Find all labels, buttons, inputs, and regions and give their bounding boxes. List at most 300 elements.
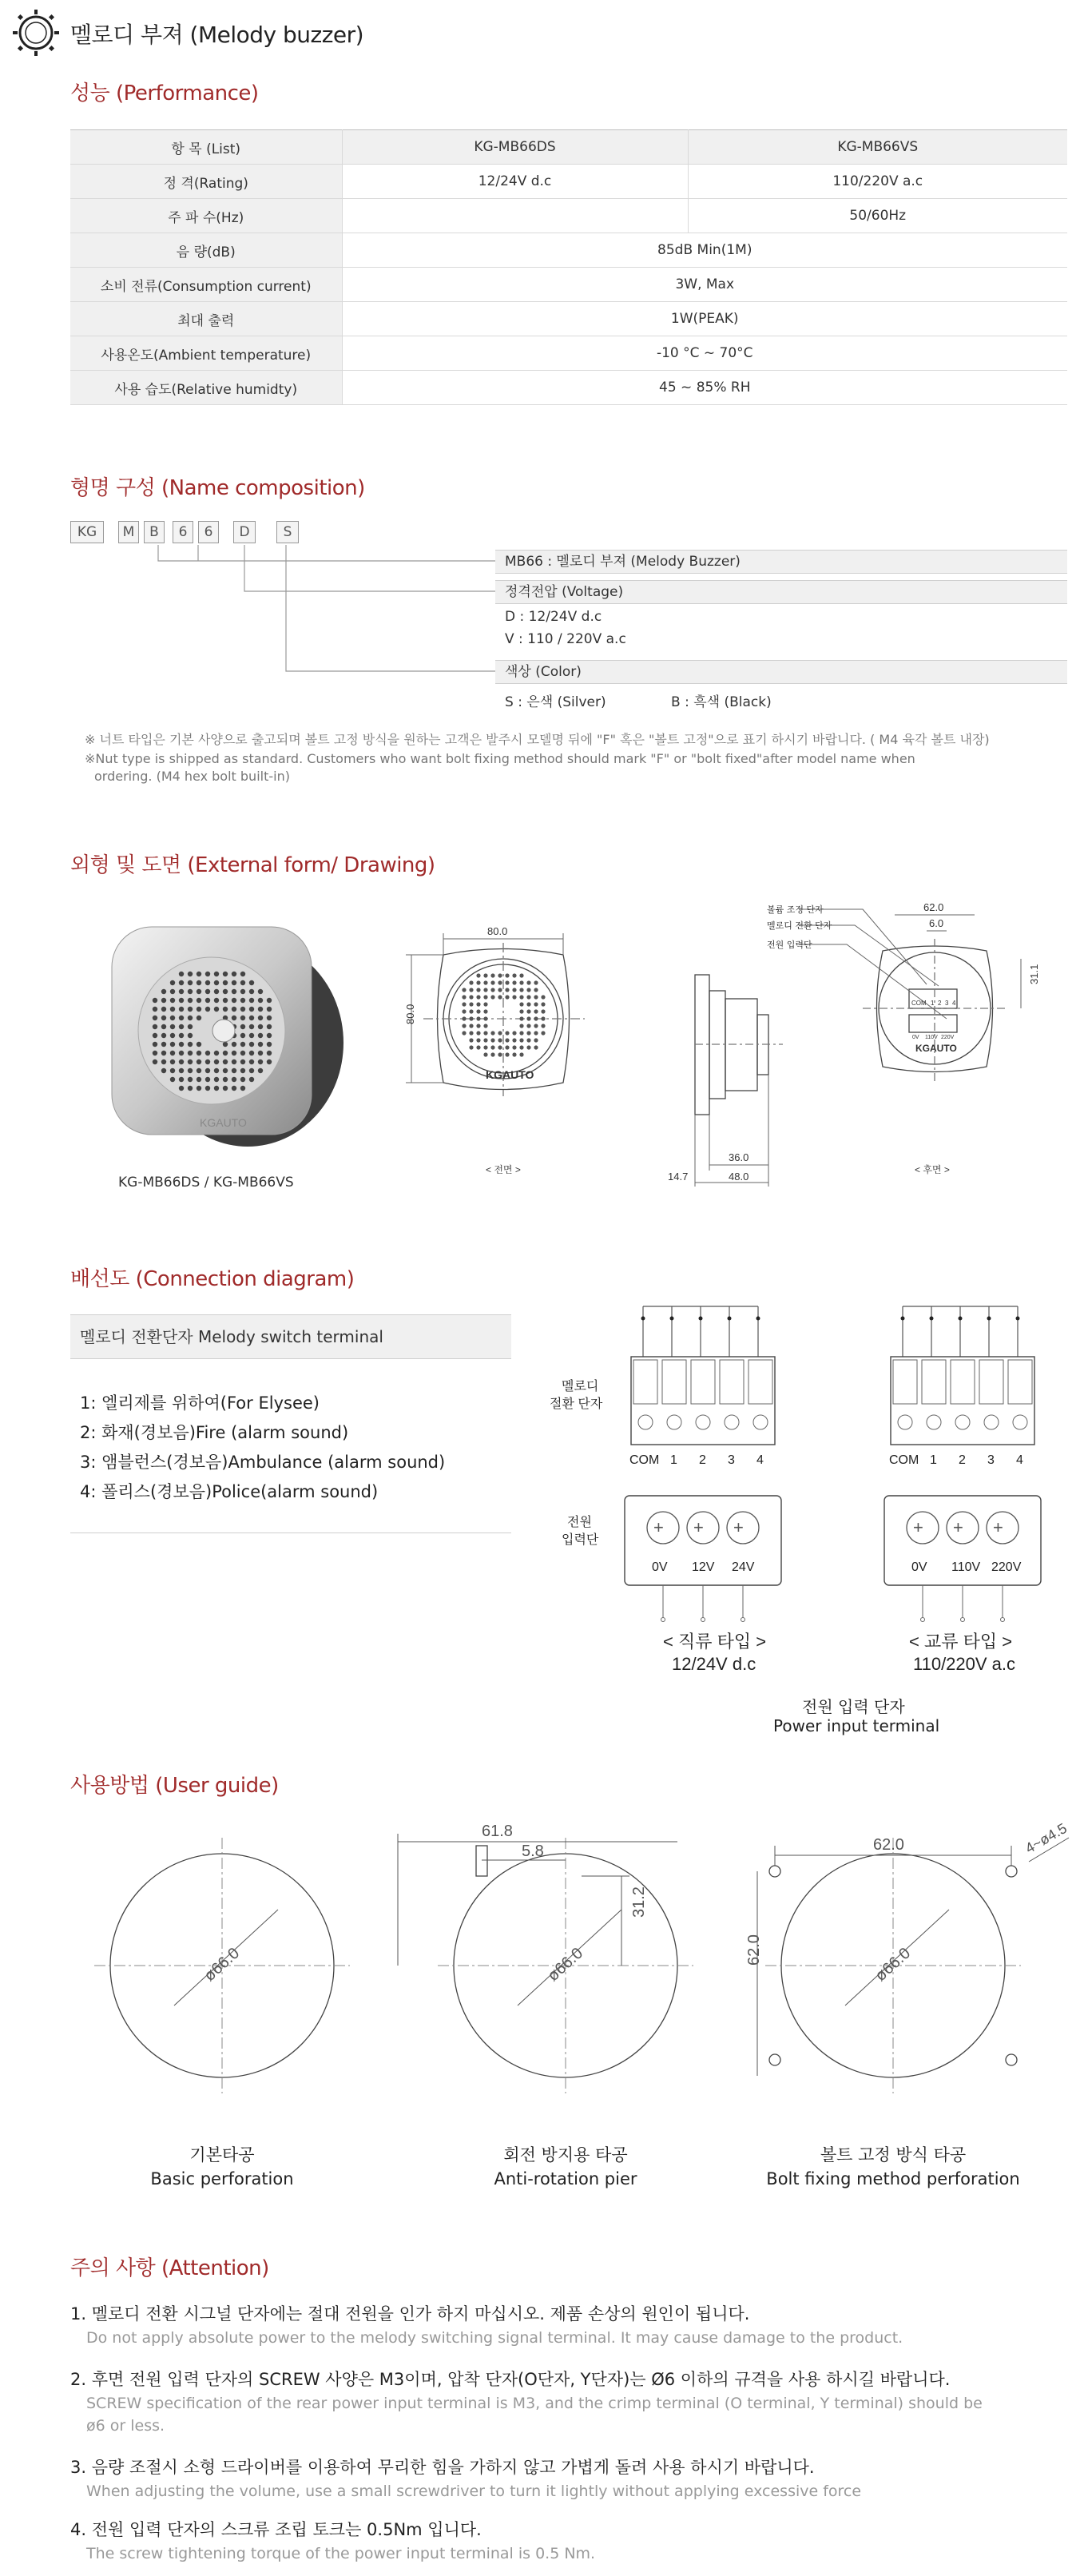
- speaker-hole: [240, 1068, 245, 1073]
- plus-icon: +: [913, 1517, 923, 1537]
- speaker-hole: [490, 995, 494, 999]
- speaker-hole: [526, 1009, 530, 1013]
- speaker-hole: [170, 1016, 175, 1020]
- speaker-hole: [214, 989, 219, 994]
- speaker-hole: [232, 1051, 236, 1055]
- speaker-hole: [267, 1059, 272, 1064]
- power-label: 110V: [951, 1560, 981, 1574]
- speaker-hole: [232, 980, 236, 985]
- speaker-hole: [197, 980, 201, 985]
- speaker-hole: [476, 995, 480, 999]
- note-english-1: ※Nut type is shipped as standard. Customers who want bolt fixing method should mark "F" or "bolt fixed"after model name when: [85, 751, 915, 766]
- terminal-screw: [638, 1415, 653, 1429]
- speaker-hole: [469, 1038, 473, 1042]
- perforation-drawings: [70, 1806, 1069, 2109]
- speaker-hole: [223, 1068, 228, 1073]
- dim-side-2: 48.0: [729, 1171, 749, 1183]
- mode-1: 1: 엘리제를 위하여(For Elysee): [80, 1393, 320, 1413]
- wire-end: [661, 1618, 665, 1622]
- melody-label-1: 멜로디: [562, 1380, 599, 1393]
- terminal-slot: [691, 1360, 715, 1404]
- switch-dot: [670, 1317, 674, 1321]
- color-bar: 색상 (Color): [495, 660, 1067, 684]
- dim-side-3: 14.7: [668, 1171, 689, 1183]
- note-english-2: ordering. (M4 hex bolt built-in): [94, 769, 290, 784]
- cell: 50/60Hz: [688, 199, 1067, 233]
- speaker-hole: [490, 1045, 494, 1049]
- speaker-hole: [505, 988, 509, 992]
- speaker-hole: [205, 998, 210, 1003]
- speaker-hole: [153, 1016, 157, 1020]
- speaker-hole: [249, 1007, 254, 1012]
- speaker-hole: [258, 1068, 263, 1073]
- callout-volume: 볼륨 조정 단자: [767, 904, 824, 915]
- speaker-hole: [205, 989, 210, 994]
- speaker-hole: [267, 998, 272, 1003]
- speaker-hole: [490, 988, 494, 992]
- speaker-hole: [249, 1059, 254, 1064]
- code-box-b: B: [144, 521, 165, 543]
- code-box-6b: 6: [198, 521, 219, 543]
- speaker-hole: [249, 1068, 254, 1073]
- power-terminal-ko: 전원 입력 단자: [802, 1697, 905, 1716]
- attention-3-en: When adjusting the volume, use a small screwdriver to turn it lightly without applying excessive force: [86, 2483, 862, 2500]
- name-composition-connector-lines: [70, 543, 502, 679]
- table-row: [70, 371, 1067, 405]
- speaker-hole: [476, 980, 480, 984]
- speaker-hole: [170, 1024, 175, 1029]
- speaker-hole: [526, 995, 530, 999]
- speaker-hole: [161, 1068, 166, 1073]
- attention-4-ko: 4. 전원 입력 단자의 스크류 조립 토크는 0.5Nm 입니다.: [70, 2520, 482, 2539]
- attention-2-ko: 2. 후면 전원 입력 단자의 SCREW 사양은 M3이며, 압착 단자(O단자, Y단자)는 Ø6 이하의 규격을 사용 하시길 바랍니다.: [70, 2370, 951, 2389]
- rear-power-0v: 0V: [912, 1035, 919, 1040]
- speaker-hole: [512, 980, 516, 984]
- terminal-screw: [898, 1415, 912, 1429]
- speaker-hole: [214, 1059, 219, 1064]
- speaker-hole: [179, 1086, 184, 1091]
- terminal-label: 2: [699, 1453, 706, 1467]
- dim-rear-height: 31.1: [1028, 964, 1040, 984]
- speaker-hole: [519, 1031, 523, 1035]
- speaker-hole: [205, 1051, 210, 1055]
- speaker-hole: [223, 972, 228, 976]
- speaker-hole: [197, 1077, 201, 1082]
- speaker-hole: [188, 1059, 193, 1064]
- speaker-hole: [519, 1038, 523, 1042]
- speaker-hole: [214, 1077, 219, 1082]
- speaker-hole: [232, 1068, 236, 1073]
- code-box-d: D: [233, 521, 256, 543]
- speaker-hole: [534, 1045, 538, 1049]
- switch-dot: [987, 1317, 991, 1321]
- speaker-hole: [240, 1086, 245, 1091]
- speaker-hole: [205, 1086, 210, 1091]
- speaker-hole: [526, 1038, 530, 1042]
- terminal-screw: [753, 1415, 768, 1429]
- speaker-hole: [526, 1031, 530, 1035]
- ac-rating: 110/220V a.c: [913, 1654, 1016, 1674]
- terminal-label: 4: [756, 1453, 764, 1467]
- caption-basic: [62, 2143, 382, 2191]
- rear-term-com: COM: [911, 1000, 927, 1007]
- speaker-hole: [249, 1042, 254, 1047]
- speaker-hole: [476, 1031, 480, 1035]
- speaker-hole: [197, 972, 201, 976]
- speaker-hole: [188, 1007, 193, 1012]
- speaker-hole: [534, 1031, 538, 1035]
- speaker-hole: [490, 1038, 494, 1042]
- caption-basic-ko: 기본타공: [189, 2145, 255, 2165]
- caption-bolt-ko: 볼트 고정 방식 타공: [820, 2145, 967, 2165]
- front-label: < 전면 >: [486, 1164, 521, 1175]
- terminal-label: 3: [728, 1453, 735, 1467]
- speaker-hole: [223, 998, 228, 1003]
- speaker-hole: [526, 1016, 530, 1020]
- terminal-slot: [633, 1360, 657, 1404]
- terminal-slot: [979, 1360, 1003, 1404]
- speaker-hole: [223, 1042, 228, 1047]
- speaker-hole: [232, 1059, 236, 1064]
- speaker-hole: [240, 972, 245, 976]
- speaker-hole: [179, 1016, 184, 1020]
- speaker-hole: [153, 1033, 157, 1038]
- speaker-hole: [498, 1052, 502, 1056]
- speaker-hole: [205, 972, 210, 976]
- speaker-hole: [197, 1007, 201, 1012]
- speaker-hole: [519, 995, 523, 999]
- speaker-hole: [258, 1059, 263, 1064]
- speaker-hole: [469, 1045, 473, 1049]
- speaker-hole: [258, 1042, 263, 1047]
- cell: 110/220V a.c: [688, 165, 1067, 199]
- terminal-slot: [1008, 1360, 1032, 1404]
- speaker-hole: [541, 1002, 545, 1006]
- speaker-hole: [483, 1009, 487, 1013]
- terminal-screw: [725, 1415, 739, 1429]
- speaker-hole: [483, 1016, 487, 1020]
- speaker-hole: [249, 989, 254, 994]
- dim-rear-width: 62.0: [923, 901, 944, 913]
- speaker-hole: [161, 1059, 166, 1064]
- attention-4-en: The screw tightening torque of the power input terminal is 0.5 Nm.: [86, 2545, 596, 2562]
- speaker-hole: [469, 1009, 473, 1013]
- speaker-hole: [179, 1042, 184, 1047]
- table-row: [70, 233, 1067, 268]
- cell: KG-MB66VS: [688, 130, 1067, 165]
- melody-label-2: 절환 단자: [550, 1397, 603, 1411]
- speaker-hole: [476, 1002, 480, 1006]
- speaker-hole: [232, 972, 236, 976]
- speaker-hole: [170, 1051, 175, 1055]
- speaker-hole: [170, 989, 175, 994]
- terminal-label: COM: [889, 1453, 919, 1467]
- speaker-hole: [223, 1007, 228, 1012]
- speaker-hole: [512, 995, 516, 999]
- speaker-hole: [519, 988, 523, 992]
- speaker-hole: [526, 1024, 530, 1028]
- speaker-hole: [249, 1077, 254, 1082]
- speaker-hole: [476, 1016, 480, 1020]
- attention-2-en: SCREW specification of the rear power input terminal is M3, and the crimp terminal (O terminal, Y terminal) should be ø6 or less.: [86, 2395, 983, 2435]
- dim-61-8: 61.8: [482, 1823, 513, 1840]
- speaker-hole: [505, 1038, 509, 1042]
- dim-height: 80.0: [404, 1004, 416, 1024]
- speaker-hole: [170, 1033, 175, 1038]
- speaker-hole: [505, 973, 509, 977]
- dim-anti-rotation-diameter: ø66.0: [544, 1944, 587, 1986]
- row-label: 항 목 (List): [70, 130, 342, 165]
- speaker-hole: [483, 1031, 487, 1035]
- speaker-hole: [498, 1038, 502, 1042]
- speaker-hole: [258, 1051, 263, 1055]
- speaker-hole: [197, 1042, 201, 1047]
- performance-table: [70, 129, 1067, 405]
- speaker-hole: [534, 988, 538, 992]
- speaker-hole: [476, 1024, 480, 1028]
- speaker-hole: [476, 1009, 480, 1013]
- speaker-hole: [462, 1016, 466, 1020]
- dim-width: 80.0: [487, 925, 508, 937]
- power-label: 220V: [991, 1560, 1022, 1574]
- speaker-hole: [205, 1068, 210, 1073]
- terminal-label: 1: [670, 1453, 677, 1467]
- speaker-hole: [179, 1068, 184, 1073]
- rear-power-110v: 110V: [925, 1035, 938, 1040]
- speaker-hole: [526, 1002, 530, 1006]
- speaker-hole: [483, 973, 487, 977]
- cell: -10 °C ~ 70°C: [342, 336, 1067, 371]
- speaker-hole: [490, 973, 494, 977]
- speaker-hole: [170, 980, 175, 985]
- speaker-hole: [541, 1016, 545, 1020]
- speaker-hole: [232, 1016, 236, 1020]
- speaker-hole: [505, 1045, 509, 1049]
- speaker-hole: [476, 973, 480, 977]
- rear-brand-text: KGAUTO: [915, 1043, 957, 1054]
- model-bar: MB66 : 멜로디 부져 (Melody Buzzer): [495, 550, 1067, 574]
- speaker-hole: [232, 1042, 236, 1047]
- divider: [70, 1532, 511, 1533]
- caption-anti-ko: 회전 방지용 타공: [503, 2145, 628, 2165]
- terminal-screw: [696, 1415, 710, 1429]
- speaker-hole: [476, 1045, 480, 1049]
- speaker-hole: [240, 980, 245, 985]
- speaker-hole: [483, 980, 487, 984]
- speaker-hole: [462, 1002, 466, 1006]
- switch-dot: [930, 1317, 934, 1321]
- terminal-screw: [927, 1415, 941, 1429]
- speaker-hole: [267, 1016, 272, 1020]
- drawing-section-title: 외형 및 도면 (External form/ Drawing): [70, 853, 435, 877]
- wire-end: [921, 1618, 925, 1622]
- speaker-hole: [476, 988, 480, 992]
- speaker-hole: [483, 988, 487, 992]
- speaker-hole: [153, 1059, 157, 1064]
- speaker-hole: [462, 995, 466, 999]
- speaker-hole: [240, 1016, 245, 1020]
- table-row: [70, 165, 1067, 199]
- product-photo: [96, 911, 351, 1167]
- terminal-screw: [1013, 1415, 1027, 1429]
- speaker-hole: [240, 1077, 245, 1082]
- note-korean: ※ 너트 타입은 기본 사양으로 출고되며 볼트 고정 방식을 원하는 고객은 발주시 모델명 뒤에 "F" 혹은 "볼트 고정"으로 표기 하시기 바랍니다. ( M4 육각 볼트 내장): [85, 732, 990, 747]
- speaker-hole: [223, 980, 228, 985]
- speaker-hole: [153, 1051, 157, 1055]
- wire-end: [741, 1618, 745, 1622]
- dim-basic-diameter: ø66.0: [201, 1944, 244, 1986]
- dim-31-2: 31.2: [630, 1886, 648, 1918]
- cell: 1W(PEAK): [342, 302, 1067, 336]
- plus-icon: +: [953, 1517, 963, 1537]
- speaker-hole: [179, 972, 184, 976]
- row-label: 정 격(Rating): [70, 165, 342, 199]
- product-brand-text: KGAUTO: [200, 1116, 247, 1129]
- speaker-hole: [249, 1033, 254, 1038]
- speaker-hole: [469, 980, 473, 984]
- wiring-diagram: [527, 1302, 1070, 1674]
- speaker-hole: [469, 1024, 473, 1028]
- speaker-hole: [179, 1033, 184, 1038]
- speaker-hole: [232, 1007, 236, 1012]
- speaker-hole: [541, 1009, 545, 1013]
- row-label: 음 량(dB): [70, 233, 342, 268]
- dim-62-side: 62.0: [745, 1934, 763, 1966]
- speaker-hole: [188, 1024, 193, 1029]
- speaker-hole: [498, 995, 502, 999]
- attention-1-ko: 1. 멜로디 전환 시그널 단자에는 절대 전원을 인가 하지 마십시오. 제품 손상의 원인이 됩니다.: [70, 2304, 750, 2324]
- speaker-hole: [232, 998, 236, 1003]
- speaker-hole: [505, 980, 509, 984]
- speaker-hole: [170, 1042, 175, 1047]
- speaker-hole: [214, 1086, 219, 1091]
- row-label: 사용온도(Ambient temperature): [70, 336, 342, 371]
- speaker-hole: [188, 1033, 193, 1038]
- speaker-hole: [161, 1016, 166, 1020]
- speaker-hole: [519, 973, 523, 977]
- speaker-hole: [267, 1024, 272, 1029]
- power-label-2: 입력단: [562, 1533, 599, 1547]
- speaker-hole: [179, 980, 184, 985]
- caption-anti-en: Anti-rotation pier: [494, 2169, 637, 2188]
- speaker-hole: [197, 1059, 201, 1064]
- speaker-hole: [483, 1052, 487, 1056]
- dc-type-label: < 직류 타입 >: [663, 1632, 767, 1652]
- speaker-hole: [197, 989, 201, 994]
- speaker-hole: [214, 1007, 219, 1012]
- terminal-slot: [748, 1360, 772, 1404]
- speaker-hole: [179, 989, 184, 994]
- speaker-hole: [188, 989, 193, 994]
- speaker-hole: [170, 1059, 175, 1064]
- terminal-label: 3: [987, 1453, 995, 1467]
- speaker-hole: [519, 1009, 523, 1013]
- speaker-hole: [240, 1024, 245, 1029]
- ac-type-label: < 교류 타입 >: [909, 1632, 1013, 1652]
- terminal-label: COM: [629, 1453, 660, 1467]
- attention-3-ko: 3. 음량 조절시 소형 드라이버를 이용하여 무리한 힘을 가하지 않고 가볍게 돌려 사용 하시기 바랍니다.: [70, 2458, 815, 2477]
- speaker-hole: [512, 1045, 516, 1049]
- speaker-hole: [490, 980, 494, 984]
- speaker-hole: [267, 1051, 272, 1055]
- user-guide-title: 사용방법 (User guide): [70, 1774, 279, 1798]
- terminal-slot: [662, 1360, 686, 1404]
- plus-icon: +: [653, 1517, 664, 1537]
- speaker-hole: [258, 998, 263, 1003]
- speaker-hole: [483, 1024, 487, 1028]
- cell: KG-MB66DS: [342, 130, 688, 165]
- speaker-hole: [541, 995, 545, 999]
- speaker-hole: [205, 1007, 210, 1012]
- speaker-hole: [205, 1059, 210, 1064]
- speaker-hole: [462, 1031, 466, 1035]
- voltage-d: D : 12/24V d.c: [505, 609, 602, 625]
- cell: [342, 199, 688, 233]
- mode-4: 4: 폴리스(경보음)Police(alarm sound): [80, 1482, 379, 1501]
- switch-dot: [901, 1317, 905, 1321]
- speaker-hole: [469, 995, 473, 999]
- switch-dot: [699, 1317, 703, 1321]
- speaker-hole: [483, 1038, 487, 1042]
- speaker-hole: [223, 989, 228, 994]
- table-row: [70, 199, 1067, 233]
- speaker-hole: [223, 1077, 228, 1082]
- speaker-hole: [188, 998, 193, 1003]
- power-label: 0V: [652, 1560, 668, 1574]
- terminal-slot: [922, 1360, 946, 1404]
- speaker-hole: [170, 998, 175, 1003]
- speaker-hole: [519, 1016, 523, 1020]
- speaker-hole: [249, 1024, 254, 1029]
- speaker-hole: [179, 998, 184, 1003]
- speaker-hole: [469, 1002, 473, 1006]
- speaker-hole: [197, 1068, 201, 1073]
- speaker-hole: [469, 988, 473, 992]
- speaker-hole: [161, 989, 166, 994]
- speaker-hole: [170, 1077, 175, 1082]
- speaker-hole: [498, 980, 502, 984]
- speaker-hole: [240, 1051, 245, 1055]
- speaker-hole: [534, 1002, 538, 1006]
- table-row: [70, 336, 1067, 371]
- speaker-hole: [512, 988, 516, 992]
- table-row: [70, 130, 1067, 165]
- caption-bolt: [733, 2143, 1053, 2191]
- code-box-s: S: [276, 521, 299, 543]
- speaker-hole: [188, 1086, 193, 1091]
- voltage-bar: 정격전압 (Voltage): [495, 580, 1067, 604]
- speaker-hole: [534, 1009, 538, 1013]
- speaker-hole: [512, 1038, 516, 1042]
- terminal-screw: [984, 1415, 999, 1429]
- terminal-slot: [951, 1360, 975, 1404]
- speaker-hole: [223, 1086, 228, 1091]
- speaker-hole: [188, 1042, 193, 1047]
- dc-rating: 12/24V d.c: [672, 1654, 756, 1674]
- dim-hole: 4~ø4.5: [1022, 1819, 1070, 1857]
- speaker-hole: [179, 1007, 184, 1012]
- cell: 3W, Max: [342, 268, 1067, 302]
- gear-logo-icon: [11, 8, 61, 58]
- speaker-hole: [232, 1086, 236, 1091]
- speaker-hole: [267, 1007, 272, 1012]
- speaker-hole: [214, 998, 219, 1003]
- terminal-label: 4: [1016, 1453, 1023, 1467]
- row-label: 최대 출력: [70, 302, 342, 336]
- speaker-hole: [534, 1024, 538, 1028]
- mode-3: 3: 앰블런스(경보음)Ambulance (alarm sound): [80, 1453, 446, 1472]
- attention-1-en: Do not apply absolute power to the melody switching signal terminal. It may cause damage to the product.: [86, 2329, 903, 2347]
